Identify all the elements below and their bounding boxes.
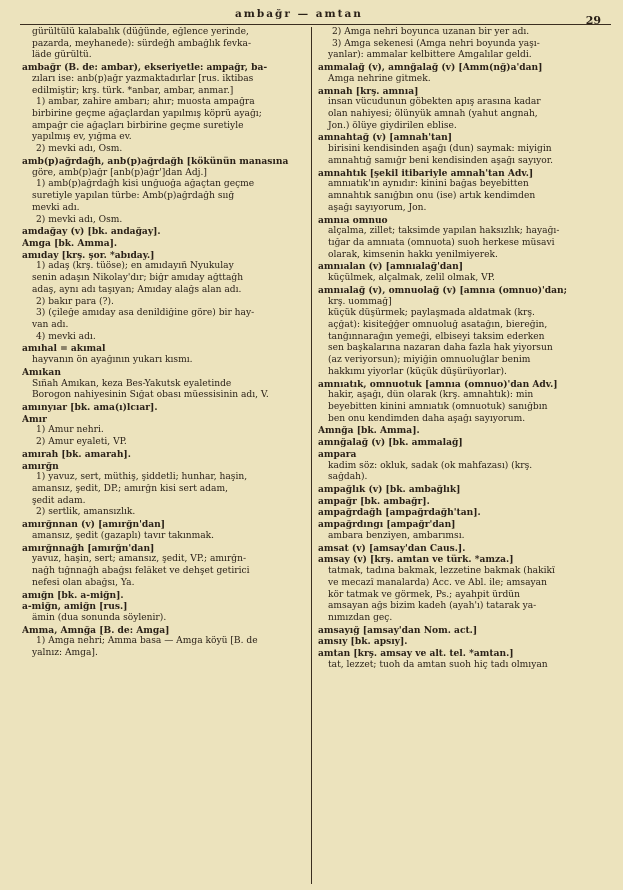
- entry-headword-line: amnah [krş. amnıa]: [318, 85, 419, 97]
- entry-headword-line: ampağr [bk. ambağr].: [318, 495, 430, 507]
- entry-text-line: Sıñah Amıkan, keza Bes-Yakutsk eyaletinde: [32, 378, 232, 389]
- entry-headword-line: Amma, Amnğa [B. de: Amga]: [22, 624, 170, 636]
- entry-text-line: Borogon nahiyesinin Sığat obası müessisinin adı, V.: [32, 390, 269, 401]
- entry-text-line: yapılmış ev, yığma ev.: [32, 132, 132, 143]
- entry-text-line: nefesi olan abağsı, Ya.: [32, 577, 135, 588]
- entry-text-line: 2) Amga nehri boyunca uzanan bir yer adı.: [332, 27, 530, 37]
- entry-text-line: tanğınnarağın yemeği, elbiseyi taksim ederken: [328, 331, 545, 342]
- entry-headword-line: Amnğa [bk. Amma].: [318, 425, 420, 437]
- entry-text-line: edilmiştir; krş. türk. *anbar, ambar, anmar.]: [32, 85, 234, 96]
- entry-headword-line: Amıkan: [22, 366, 61, 378]
- entry-headword-line: a-miğn, amiğn [rus.]: [22, 601, 128, 613]
- entry-text-line: 1) Amga nehri; Amma basa — Amga köyü [B. de: [36, 636, 258, 647]
- entry-text-line: 1) adaş (krş. tüöse); en amıdayıñ Nyukulay: [36, 261, 234, 272]
- entry-text-line: amnahtığ samığr beni kendisinden aşağı sayıyor.: [328, 155, 553, 166]
- entry-text-line: alçalma, zillet; taksimde yapılan haksızlık; hayağı-: [328, 226, 560, 237]
- left-column: [22, 27, 305, 886]
- entry-text-line: yanlar): ammalar kelbittere Amgalılar geldi.: [328, 50, 532, 61]
- entry-headword-line: amırğnnağh [amırğn'dan]: [22, 542, 155, 554]
- entry-headword-line: amtan [krş. amsay ve alt. tel. *amtan.]: [318, 648, 514, 660]
- entry-headword-line: ampağrdağh [ampağrdağh'tan].: [318, 507, 481, 519]
- entry-headword-line: Amır: [22, 413, 47, 425]
- running-header: [0, 8, 623, 27]
- entry-text-line: 3) (çileğe amıday asa denildiğine göre) bir hay-: [36, 308, 255, 319]
- entry-headword-line: amnahtık [şekil itibariyle amnah'tan Adv.]: [318, 167, 534, 179]
- entry-headword-line: Amga [bk. Amma].: [22, 237, 118, 249]
- entry-headword-line: amırğn: [22, 460, 59, 472]
- header-title: ambağr — amtan: [235, 8, 363, 20]
- entry-text-line: 1) amb(p)ağrdağh kisi unğuoğa ağaçtan geçme: [36, 179, 255, 190]
- entry-headword-line: amırğnnan (v) [amırğn'dan]: [22, 519, 166, 531]
- header-rule: [20, 24, 611, 25]
- entry-headword-line: amnıatık, omnuotuk [amnıa (omnuo)'dan Adv.]: [318, 378, 558, 390]
- entry-headword-line: amınyıar [bk. ama(ı)lcıar].: [22, 402, 158, 413]
- entry-text-line: ampağr cie ağaçları birbirine geçme suretiyle: [32, 120, 244, 131]
- entry-text-line: şedit adam.: [32, 495, 86, 506]
- entry-headword-line: amsayığ [amsay'dan Nom. act.]: [318, 624, 478, 636]
- entry-text-line: 2) mevki adı, Osm.: [36, 214, 123, 225]
- entry-text-line: van adı.: [32, 319, 69, 330]
- entry-headword-line: amsat (v) [amsay'dan Caus.].: [318, 542, 466, 554]
- entry-text-line: tat, lezzet; tuoh da amtan suoh hiç tadı olmıyan: [328, 659, 548, 670]
- entry-text-line: 2) Amur eyaleti, VP.: [36, 437, 127, 448]
- entry-text-line: sağdah).: [328, 472, 368, 483]
- entry-text-line: 2) mevki adı, Osm.: [36, 144, 123, 155]
- page-number: 29: [585, 14, 601, 27]
- entry-text-line: tatmak, tadına bakmak, lezzetine bakmak (hakikî: [328, 566, 555, 577]
- entry-text-line: lâde gürültü.: [32, 50, 92, 61]
- entry-text-line: hakir, aşağı, dûn olarak (krş. amnahtık): min: [328, 390, 534, 401]
- entry-text-line: 1) yavuz, sert, müthiş, şiddetli; hunhar, haşin,: [36, 472, 248, 483]
- entry-text-line: amnıatık'ın aynıdır: kinini bağas beyebitten: [328, 179, 529, 190]
- entry-text-line: beyebitten kinini amnıatık (omnuotuk) sanığbın: [328, 402, 548, 412]
- entry-text-line: nımızdan geç.: [328, 612, 393, 623]
- entry-text-line: sen başkalarına nazaran daha fazla hak yiyorsun: [328, 343, 553, 354]
- entry-text-line: hakkımı yiyorlar (küçük düşürüyorlar).: [328, 366, 507, 377]
- entry-headword-line: amığn [bk. a-miğn].: [22, 589, 124, 601]
- entry-text-line: nağh tığnnağh abağsı felâket ve dehşet getirici: [32, 566, 250, 577]
- entry-text-line: birbirine geçme ağaçlardan yapılmış köprü ayağı;: [32, 109, 262, 120]
- entry-text-line: adaş, aynı adı taşıyan; Amıday alağs alan adı.: [32, 284, 242, 295]
- entry-text-line: amnahtık sanığbın onu (ise) artık kendimden: [328, 191, 536, 202]
- entry-headword-line: amnıalağ (v), omnuolağ (v) [amnıa (omnuo)'dan;: [318, 284, 567, 296]
- entry-text-line: birisini kendisinden aşağı (dun) saymak: miyigin: [328, 144, 552, 155]
- entry-text-line: aşağı sayıyorum, Jon.: [328, 202, 427, 213]
- entry-text-line: ve mecazî manalarda) Acc. ve Abl. ile; amsayan: [328, 577, 547, 588]
- entry-headword-line: amnıalan (v) [amnıalağ'dan]: [318, 261, 464, 273]
- entry-headword-line: amnğalağ (v) [bk. ammalağ]: [318, 437, 463, 449]
- entry-text-line: Jon.) ölüye giydirilen eblise.: [328, 120, 457, 131]
- entry-headword-line: ampağlık (v) [bk. ambağlık]: [318, 484, 461, 496]
- entry-headword-line: amdağay (v) [bk. andağay].: [22, 226, 161, 238]
- entry-text-line: pazarda, meyhanede): sürdeğh ambağlık fevka-: [32, 38, 252, 49]
- entry-headword-line: amb(p)ağrdağh, anb(p)ağrdağh [kökünün manasına: [22, 155, 289, 167]
- right-column: [318, 27, 610, 886]
- entry-text-line: amansız, şedit, DP.; amırğn kisi sert adam,: [32, 484, 228, 495]
- entry-headword-line: amıhal = akımal: [22, 343, 106, 355]
- entry-text-line: 2) sertlik, amansızlık.: [36, 507, 136, 518]
- entry-text-line: suretiyle yapılan türbe: Amb(p)ağrdağh sıığ: [32, 191, 235, 202]
- entry-text-line: 2) bakır para (?).: [36, 296, 114, 307]
- entry-text-line: 1) ambar, zahire ambarı; ahır; muosta ampağra: [36, 97, 255, 108]
- entry-text-line: ambara benziyen, ambarımsı.: [328, 530, 465, 541]
- entry-text-line: olan nahiyesi; ölünyük amnah (yahut angnah,: [328, 109, 538, 120]
- entry-text-line: âmin (dua sonunda söylenir).: [32, 612, 167, 623]
- entry-text-line: olarak, kimsenin hakkı yenilmiyerek.: [328, 249, 498, 260]
- entry-text-line: amsayan ağs bizim kadeh (ayah'ı) tatarak ya-: [328, 601, 537, 612]
- entry-headword-line: amsıy [bk. apsıy].: [318, 636, 408, 648]
- entry-text-line: tığar da amnıata (omnuota) suoh herkese müsavi: [328, 237, 555, 248]
- entry-text-line: Amga nehrine gitmek.: [328, 73, 431, 84]
- entry-text-line: küçülmek, alçalmak, zelil olmak, VP.: [328, 273, 495, 284]
- entry-text-line: amansız, şedit (gazaplı) tavır takınmak.: [32, 530, 215, 541]
- entry-text-line: yalnız: Amga].: [32, 648, 98, 659]
- entry-text-line: kadim söz: okluk, sadak (ok mahfazası) (krş.: [328, 460, 533, 471]
- entry-text-line: kör tatmak ve görmek, Ps.; ayahpit ürdün: [328, 589, 520, 600]
- entry-text-line: hayvanın ön ayağının yukarı kısmı.: [32, 355, 193, 366]
- entry-text-line: gürültülü kalabalık (düğünde, eğlence yerinde,: [32, 27, 249, 37]
- entry-headword-line: amnahtağ (v) [amnah'tan]: [318, 132, 453, 144]
- entry-text-line: zıları ise: anb(p)ağr yazmaktadırlar [rus. iktibas: [32, 73, 254, 84]
- entry-text-line: insan vücudunun göbekten apış arasına kadar: [328, 97, 541, 108]
- entry-text-line: 4) mevki adı.: [36, 331, 96, 342]
- entry-headword-line: amnıa omnuo: [318, 214, 388, 226]
- entry-headword-line: amırah [bk. amarah].: [22, 448, 131, 460]
- entry-text-line: mevki adı.: [32, 202, 80, 213]
- entry-headword-line: ammalağ (v), amnğalağ (v) [Amm(nğ)a'dan]: [318, 62, 543, 74]
- entry-text-line: göre, amb(p)ağr [anb(p)ağr']dan Adj.]: [32, 167, 207, 178]
- entry-headword-line: ampara: [318, 448, 357, 460]
- entry-text-line: 1) Amur nehri.: [36, 425, 104, 436]
- entry-text-line: (az veriyorsun); miyiğin omnuoluğlar benim: [328, 355, 531, 366]
- entry-headword-line: ambağr (B. de: ambar), ekseriyetle: ampağr, ba-: [22, 62, 268, 74]
- column-divider: [311, 27, 312, 884]
- entry-headword-line: amsay (v) [krş. amtan ve türk. *amza.]: [318, 554, 514, 566]
- entry-text-line: ben onu kendimden daha aşağı sayıyorum.: [328, 413, 526, 424]
- entry-text-line: 3) Amga sekenesi (Amga nehri boyunda yaşı-: [332, 38, 540, 49]
- entry-text-line: krş. uommağ]: [328, 296, 392, 307]
- entry-text-line: açğat): kisiteğğer omnuoluğ asatağın, biereğin,: [328, 319, 548, 330]
- entry-headword-line: amıday [krş. şor. *abıday.]: [22, 249, 155, 261]
- entry-text-line: yavuz, haşin, sert; amansız, şedit, VP.; amırğn-: [32, 554, 247, 565]
- entry-text-line: senin adaşın Nikolay'dır; biğr amıday ağttağh: [32, 273, 244, 284]
- entry-headword-line: ampağrdıngı [ampağr'dan]: [318, 519, 456, 531]
- entry-text-line: küçük düşürmek; paylaşmada aldatmak (krş.: [328, 308, 535, 319]
